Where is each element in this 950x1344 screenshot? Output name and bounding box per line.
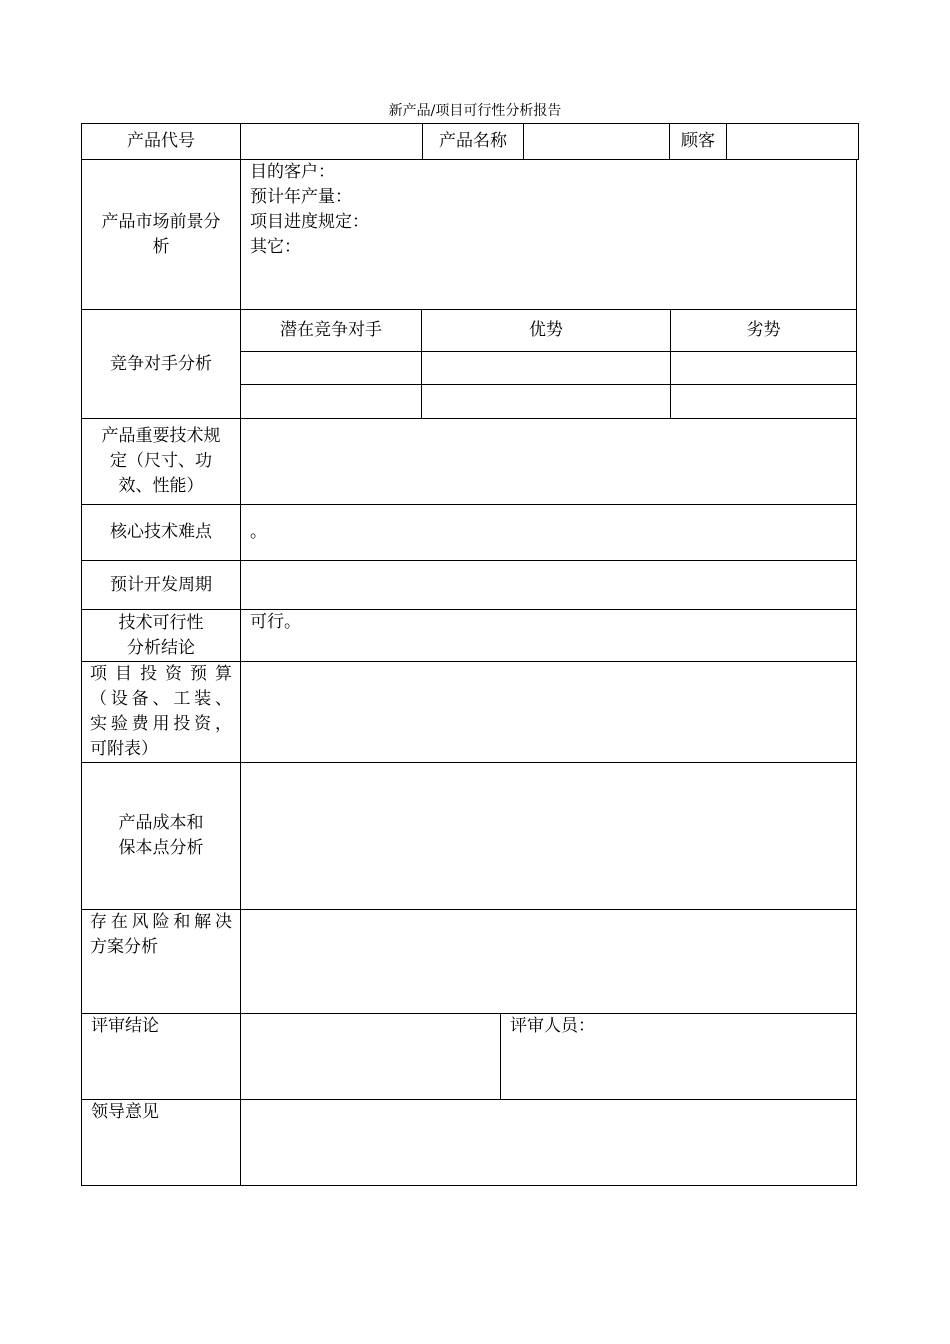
annual-output-line: 预计年产量：	[250, 187, 352, 207]
review-conclusion-field[interactable]	[240, 1013, 501, 1100]
strength-cell[interactable]	[421, 384, 671, 419]
weakness-column-header: 劣势	[670, 309, 857, 352]
risk-analysis-label	[81, 909, 241, 1014]
leader-opinion-label: 领导意见	[81, 1099, 241, 1186]
budget-label	[81, 661, 241, 763]
core-difficulty-label: 核心技术难点	[81, 504, 241, 561]
competitor-analysis-label: 竞争对手分析	[81, 309, 241, 419]
cost-label-line: 产品成本和	[118, 813, 204, 833]
feasibility-label-line: 技术可行性	[118, 612, 204, 633]
core-difficulty-field[interactable]: 。	[240, 504, 857, 561]
weakness-cell[interactable]	[670, 351, 857, 385]
market-outlook-label	[81, 159, 241, 310]
risk-label-line: 存在风险和解决	[90, 912, 232, 932]
other-line: 其它：	[250, 237, 301, 257]
leader-opinion-field[interactable]	[240, 1099, 857, 1186]
customer-label: 顾客	[669, 123, 727, 160]
market-label-line: 产品市场前景分	[101, 211, 221, 232]
weakness-cell[interactable]	[670, 384, 857, 419]
budget-label-line: 可附表）	[90, 739, 158, 759]
dev-cycle-field[interactable]	[240, 560, 857, 610]
target-customer-line: 目的客户：	[250, 162, 335, 182]
product-code-label: 产品代号	[81, 123, 241, 160]
tech-spec-label-line: 效、性能）	[118, 476, 204, 496]
tech-spec-label-line: 定（尺寸、功	[110, 451, 212, 471]
product-code-field[interactable]	[240, 123, 423, 160]
review-conclusion-label: 评审结论	[81, 1013, 241, 1100]
tech-spec-label	[81, 418, 241, 505]
rival-column-header: 潜在竞争对手	[240, 309, 422, 352]
cost-label-line: 保本点分析	[118, 838, 204, 858]
feasibility-conclusion-label	[81, 609, 241, 662]
customer-field[interactable]	[726, 123, 859, 160]
feasibility-label-line: 分析结论	[127, 637, 195, 658]
market-outlook-field[interactable]	[240, 159, 857, 310]
reviewers-field[interactable]: 评审人员：	[500, 1013, 857, 1100]
budget-label-line: （设备、工装、	[90, 689, 232, 709]
product-name-field[interactable]	[523, 123, 670, 160]
rival-cell[interactable]	[240, 351, 422, 385]
schedule-line: 项目进度规定：	[250, 212, 369, 232]
tech-spec-label-line: 产品重要技术规	[101, 426, 221, 446]
product-name-label: 产品名称	[422, 123, 524, 160]
budget-label-line: 实验费用投资，	[90, 714, 232, 734]
document-title: 新产品/项目可行性分析报告	[388, 103, 562, 119]
risk-analysis-field[interactable]	[240, 909, 857, 1014]
feasibility-conclusion-field[interactable]: 可行。	[240, 609, 857, 662]
budget-field[interactable]	[240, 661, 857, 763]
strength-cell[interactable]	[421, 351, 671, 385]
rival-cell[interactable]	[240, 384, 422, 419]
strength-column-header: 优势	[421, 309, 671, 352]
feasibility-report-form	[81, 123, 859, 1186]
risk-label-line: 方案分析	[90, 937, 158, 957]
tech-spec-field[interactable]	[240, 418, 857, 505]
cost-breakeven-label	[81, 762, 241, 910]
dev-cycle-label: 预计开发周期	[81, 560, 241, 610]
budget-label-line: 项目投资预算	[90, 664, 232, 684]
cost-breakeven-field[interactable]	[240, 762, 857, 910]
market-label-line: 析	[152, 236, 170, 257]
